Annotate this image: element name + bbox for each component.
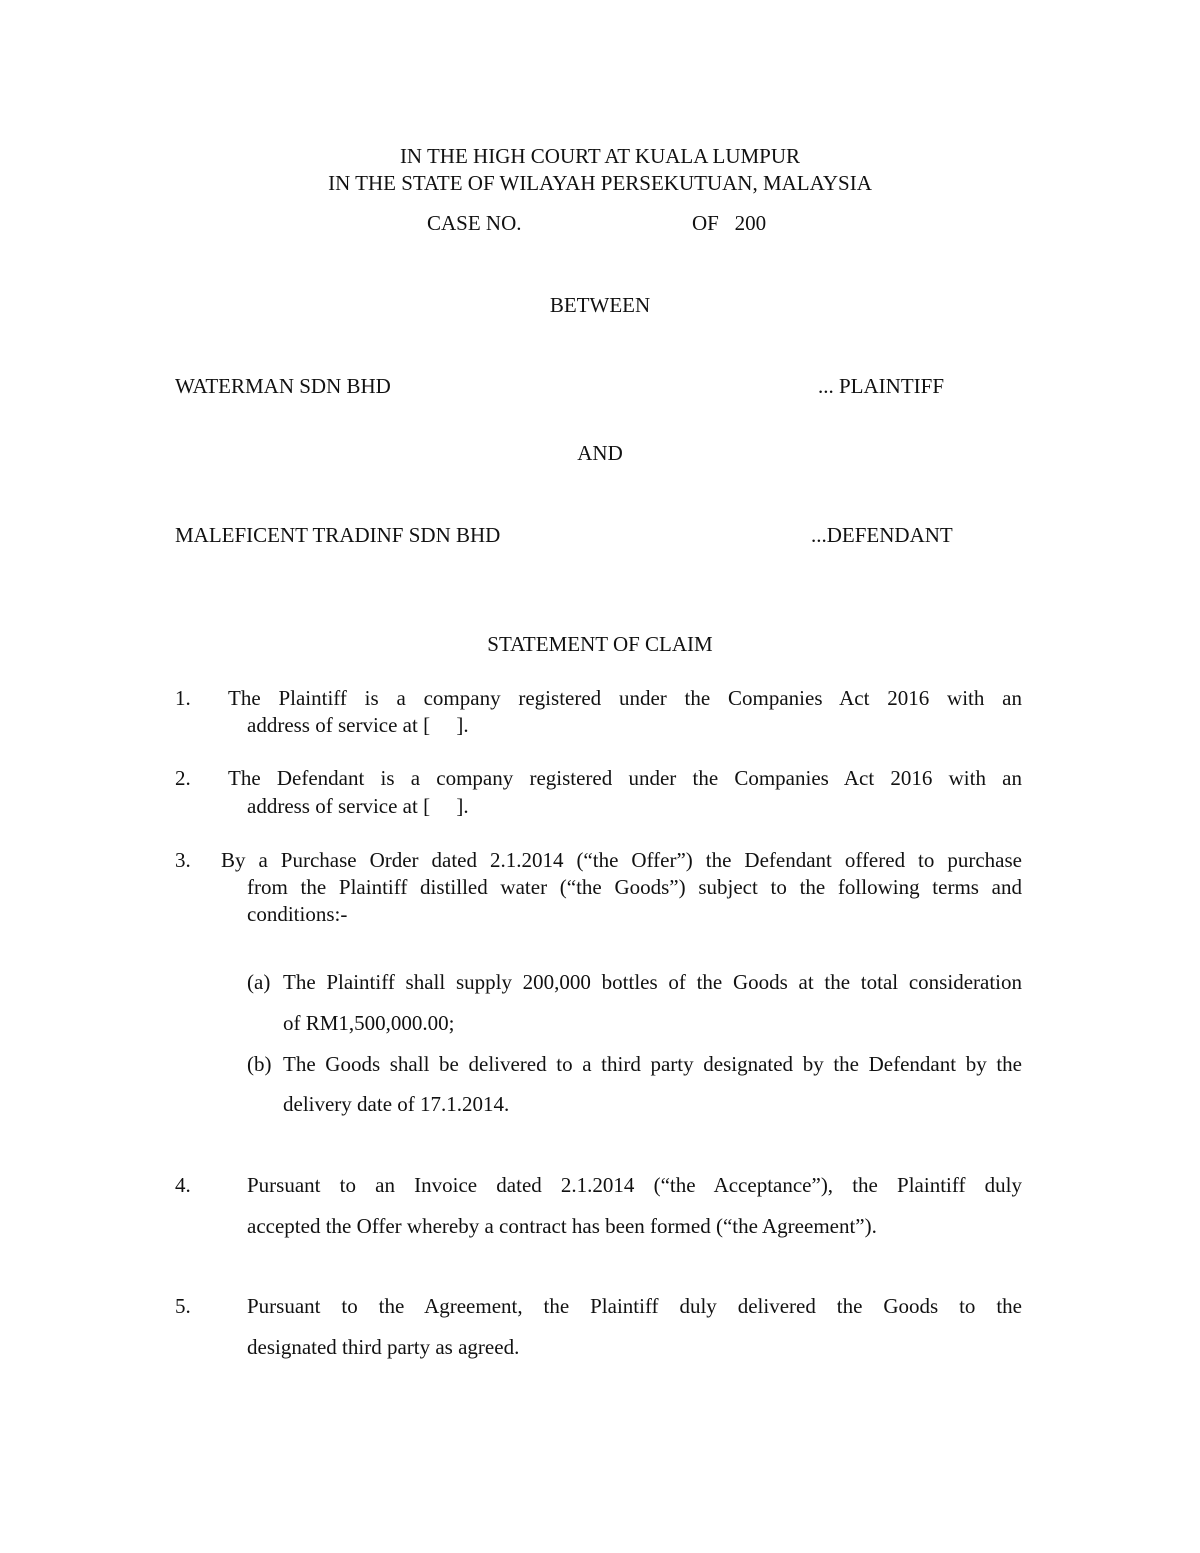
subitem-label: (b)	[247, 1052, 272, 1076]
paragraph-line: By a Purchase Order dated 2.1.2014 (“the Offer”) the Defendant offered to purchase	[221, 848, 1022, 872]
paragraph-line: Pursuant to an Invoice dated 2.1.2014 (“the Acceptance”), the Plaintiff duly	[247, 1173, 1022, 1197]
paragraph-1	[228, 685, 1022, 712]
paragraph-4	[247, 1172, 1022, 1199]
paragraph-line: The Defendant is a company registered under the Companies Act 2016 with an	[228, 766, 1022, 790]
paragraph-line: The Plaintiff is a company registered under the Companies Act 2016 with an	[228, 686, 1022, 710]
paragraph-number: 4.	[175, 1173, 191, 1197]
defendant-name: MALEFICENT TRADINF SDN BHD	[175, 523, 501, 547]
subitem-line: The Plaintiff shall supply 200,000 bottles of the Goods at the total consideration	[283, 970, 1022, 994]
subitem-a	[283, 969, 1022, 996]
subitem-line: delivery date of 17.1.2014.	[283, 1092, 510, 1116]
paragraph-line: address of service at [ ].	[247, 713, 469, 737]
paragraph-3-cont	[247, 874, 1022, 901]
document-title: STATEMENT OF CLAIM	[487, 632, 713, 656]
plaintiff-role: ... PLAINTIFF	[818, 374, 945, 398]
paragraph-line: conditions:-	[247, 902, 348, 926]
paragraph-number: 5.	[175, 1294, 191, 1318]
paragraph-line: accepted the Offer whereby a contract has been formed (“the Agreement”).	[247, 1214, 877, 1238]
plaintiff-name: WATERMAN SDN BHD	[175, 374, 391, 398]
subitem-line: The Goods shall be delivered to a third party designated by the Defendant by the	[283, 1052, 1022, 1076]
state-title: IN THE STATE OF WILAYAH PERSEKUTUAN, MALAYSIA	[328, 171, 872, 195]
subitem-b	[283, 1051, 1022, 1078]
subitem-line: of RM1,500,000.00;	[283, 1011, 455, 1035]
paragraph-3	[221, 847, 1022, 874]
court-title: IN THE HIGH COURT AT KUALA LUMPUR	[399, 144, 801, 168]
case-no-label: CASE NO.	[427, 211, 522, 235]
paragraph-line: designated third party as agreed.	[247, 1335, 520, 1359]
and-label: AND	[577, 441, 623, 465]
between-label: BETWEEN	[549, 293, 651, 317]
subitem-label: (a)	[247, 970, 271, 994]
paragraph-2	[228, 765, 1022, 792]
case-year-label: OF 200	[692, 211, 767, 235]
paragraph-number: 1.	[175, 686, 191, 710]
defendant-role: ...DEFENDANT	[811, 523, 953, 547]
paragraph-line: address of service at [ ].	[247, 794, 469, 818]
paragraph-line: Pursuant to the Agreement, the Plaintiff duly delivered the Goods to the	[247, 1294, 1022, 1318]
paragraph-line: from the Plaintiff distilled water (“the Goods”) subject to the following terms and	[247, 875, 1022, 899]
paragraph-number: 2.	[175, 766, 191, 790]
paragraph-number: 3.	[175, 848, 191, 872]
paragraph-5	[247, 1293, 1022, 1320]
